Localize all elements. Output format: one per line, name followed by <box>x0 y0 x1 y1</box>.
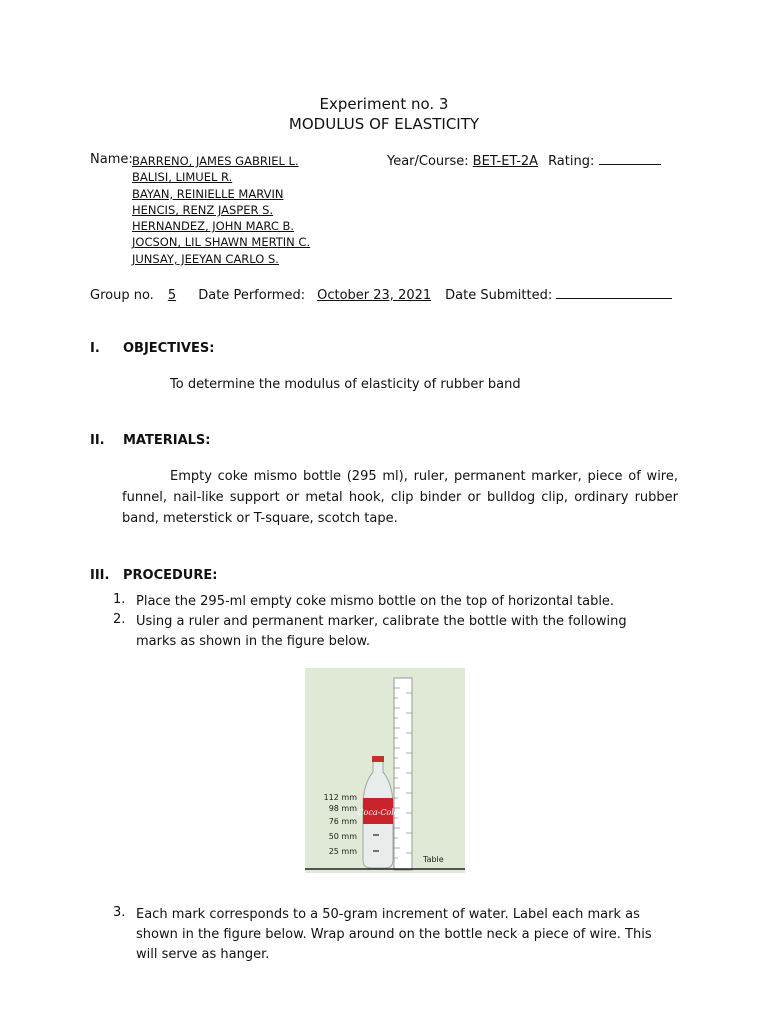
procedure-step <box>113 905 673 975</box>
group-label: Group no. <box>90 288 154 303</box>
procedure-number: III. <box>90 568 110 583</box>
year-course-value: BET-ET-2A <box>472 154 539 169</box>
mark-label: 76 mm <box>328 817 357 826</box>
name-item: BAYAN, REINIELLE MARVIN <box>132 186 284 201</box>
step-number: 1. <box>113 592 126 607</box>
objectives-text: To determine the modulus of elasticity of rubber band <box>170 377 521 392</box>
names-list <box>132 153 310 267</box>
objectives-heading: OBJECTIVES: <box>123 341 215 356</box>
rating-label: Rating: <box>548 154 595 169</box>
year-course-label: Year/Course: <box>387 154 469 169</box>
bottle-ruler-illustration <box>305 668 465 873</box>
experiment-number: Experiment no. 3 <box>319 95 449 113</box>
mark-label: 98 mm <box>328 804 357 813</box>
name-item: BARRENO, JAMES GABRIEL L. <box>132 154 299 168</box>
materials-number: II. <box>90 433 105 448</box>
name-item: HENCIS, RENZ JASPER S. <box>132 202 274 217</box>
step-text: Place the 295-ml empty coke mismo bottle on the top of horizontal table. <box>136 594 615 609</box>
bottle-logo: Coca-Cola <box>357 808 399 817</box>
procedure-step <box>113 612 653 672</box>
step-text: Using a ruler and permanent marker, calibrate the bottle with the following marks as shown in the figure below. <box>136 614 627 649</box>
date-submitted-blank <box>556 286 672 299</box>
group-date-row <box>90 286 672 303</box>
year-course-row <box>387 152 661 169</box>
name-item: JOCSON, LIL SHAWN MERTIN C. <box>132 235 311 250</box>
mark-label: 112 mm <box>323 793 357 802</box>
date-performed-value: October 23, 2021 <box>317 288 432 303</box>
mark-label: 25 mm <box>328 847 357 856</box>
step-number: 3. <box>113 905 126 920</box>
bottle-figure <box>305 668 465 873</box>
group-value: 5 <box>167 288 177 303</box>
date-submitted-label: Date Submitted: <box>445 288 553 303</box>
name-item: BALISI, LIMUEL R. <box>132 170 233 185</box>
step-text: Each mark corresponds to a 50-gram increment of water. Label each mark as shown in the figure below. Wrap around on the bottle neck a piece of wire. This will serve as hanger. <box>136 907 652 962</box>
name-label: Name: <box>90 152 133 167</box>
name-item: HERNANDEZ, JOHN MARC B. <box>132 219 295 234</box>
mark-label: 50 mm <box>328 832 357 841</box>
step-number: 2. <box>113 612 126 627</box>
materials-heading: MATERIALS: <box>123 433 211 448</box>
document-title: MODULUS OF ELASTICITY <box>288 115 480 133</box>
procedure-heading: PROCEDURE: <box>123 568 218 583</box>
rating-blank <box>599 152 661 165</box>
name-item: JUNSAY, JEEYAN CARLO S. <box>132 251 279 266</box>
date-performed-label: Date Performed: <box>198 288 306 303</box>
materials-text: Empty coke mismo bottle (295 ml), ruler, permanent marker, piece of wire, funnel, nail-like support or metal hook, clip binder or bulldog clip, ordinary rubber band, meterstick or T-square, scotch tape. <box>122 469 678 526</box>
objectives-number: I. <box>90 341 100 356</box>
table-label: Table <box>423 855 444 864</box>
